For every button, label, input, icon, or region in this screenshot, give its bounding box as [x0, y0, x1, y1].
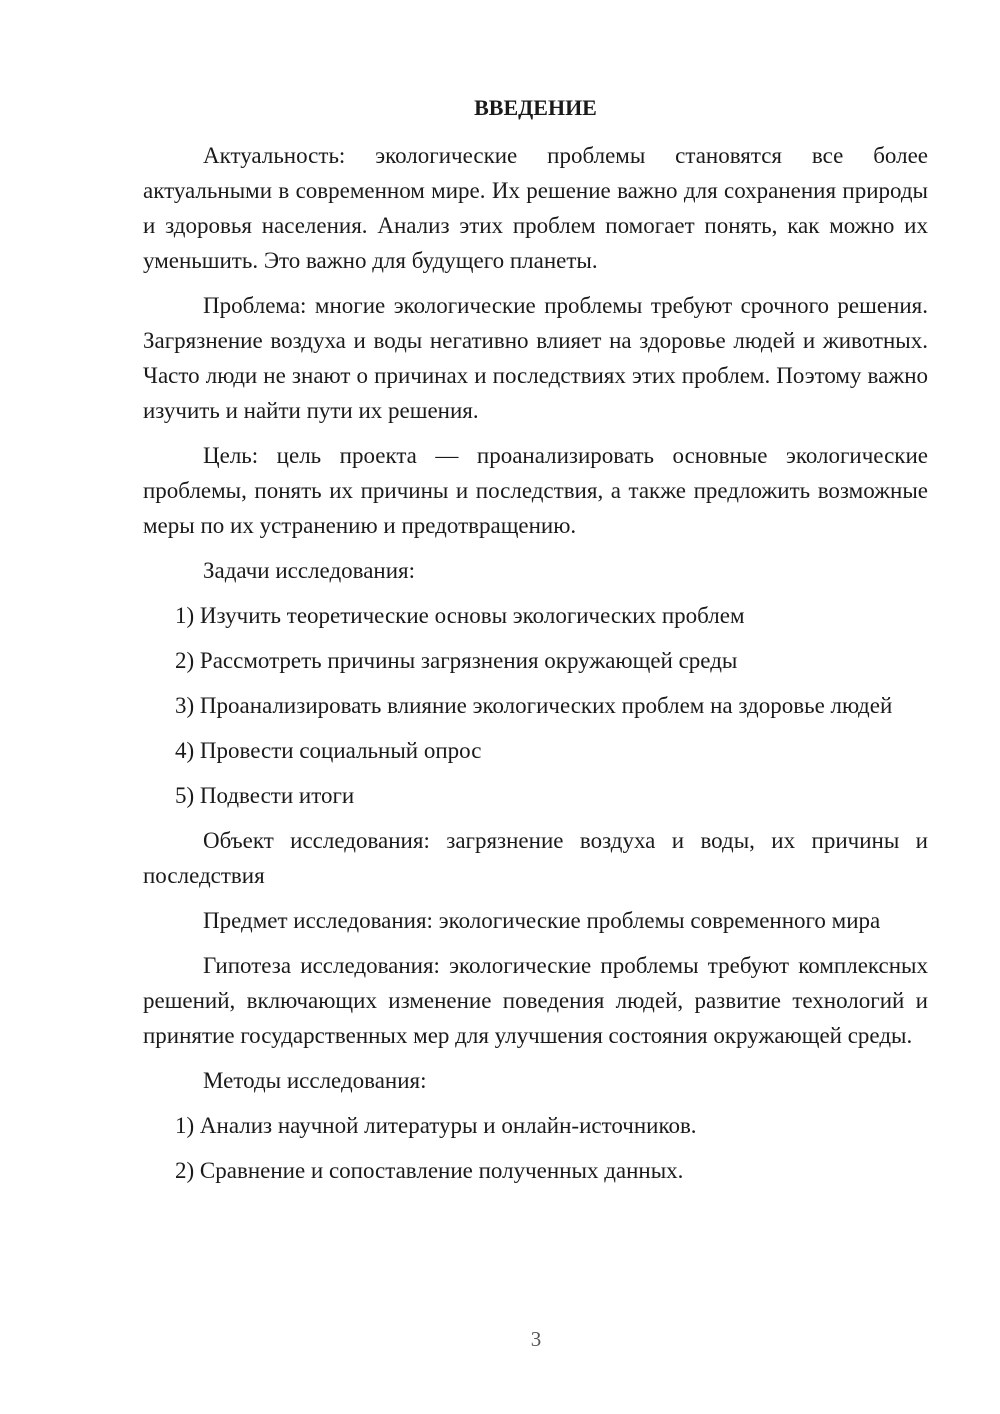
section-title: ВВЕДЕНИЕ — [474, 95, 597, 120]
hypothesis-paragraph: Гипотеза исследования: экологические проблемы требуют комплексных решений, включающих изменение поведения людей, развитие технологий и принятие государственных мер для улучшения состояния окружающей среды. — [143, 953, 928, 1048]
task-item: 3) Проанализировать влияние экологических проблем на здоровье людей — [175, 693, 893, 718]
task-item: 2) Рассмотреть причины загрязнения окружающей среды — [175, 648, 738, 673]
goal-paragraph: Цель: цель проекта — проанализировать основные экологические проблемы, понять их причины и последствия, а также предложить возможные меры по их устранению и предотвращению. — [143, 443, 928, 538]
relevance-paragraph: Актуальность: экологические проблемы становятся все более актуальными в современном мире. Их решение важно для сохранения природы и здоровья населения. Анализ этих проблем помогает понять, как можно их уменьшить. Это важно для будущего планеты. — [143, 143, 928, 273]
task-item: 5) Подвести итоги — [175, 783, 355, 808]
task-item: 1) Изучить теоретические основы экологических проблем — [175, 603, 745, 628]
tasks-heading: Задачи исследования: — [203, 558, 416, 583]
document-page — [143, 88, 928, 1198]
method-item: 1) Анализ научной литературы и онлайн-источников. — [175, 1113, 697, 1138]
task-item: 4) Провести социальный опрос — [175, 738, 482, 763]
methods-heading: Методы исследования: — [203, 1068, 427, 1093]
method-item: 2) Сравнение и сопоставление полученных данных. — [175, 1158, 684, 1183]
page-number: 3 — [530, 1327, 542, 1351]
problem-paragraph: Проблема: многие экологические проблемы требуют срочного решения. Загрязнение воздуха и воды негативно влияет на здоровье людей и животных. Часто люди не знают о причинах и последствиях этих проблем. Поэтому важно изучить и найти пути их решения. — [143, 293, 928, 423]
object-paragraph: Объект исследования: загрязнение воздуха и воды, их причины и последствия — [143, 828, 928, 888]
subject-paragraph: Предмет исследования: экологические проблемы современного мира — [203, 908, 881, 933]
